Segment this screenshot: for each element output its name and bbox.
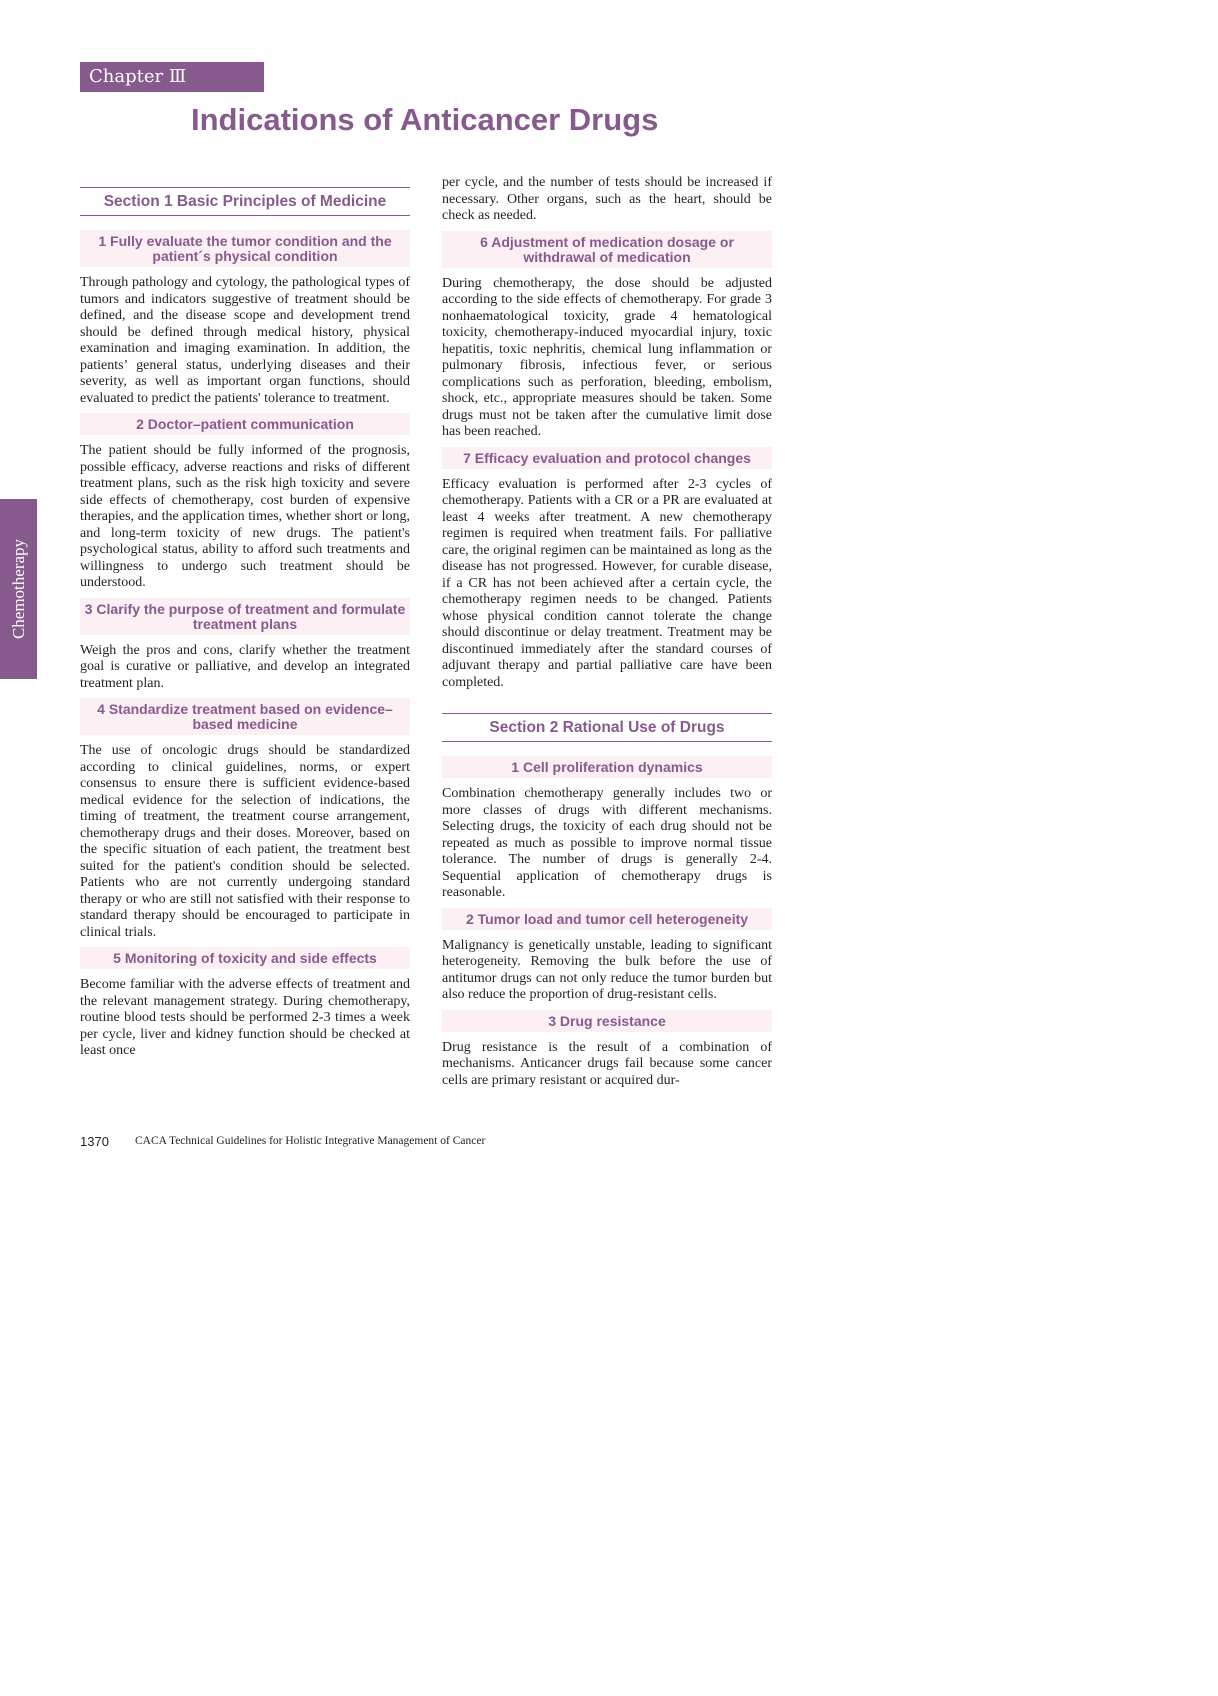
side-tab — [0, 499, 37, 679]
chapter-label: Chapter Ⅲ — [80, 62, 264, 92]
running-footer: CACA Technical Guidelines for Holistic Integrative Management of Cancer — [135, 1135, 486, 1147]
subsection-heading: 2 Doctor–patient communication — [80, 413, 410, 435]
paragraph: Combination chemotherapy generally includes two or more classes of drugs with different mechanisms. Selecting drugs, the toxicity of each drug should not be repeated as much as possible to improve normal tissue tolerance. The number of drugs is generally 2-4. Sequential application of chemotherapy drugs is reasonable. — [442, 786, 772, 900]
subsection-heading: 3 Drug resistance — [442, 1010, 772, 1032]
paragraph: Drug resistance is the result of a combination of mechanisms. Anticancer drugs fail because some cancer cells are primary resistant or acquired dur- — [442, 1039, 772, 1088]
subsection-heading: 3 Clarify the purpose of treatment and formulate treatment plans — [80, 598, 410, 635]
paragraph: During chemotherapy, the dose should be adjusted according to the side effects of chemotherapy. For grade 3 nonhaematological toxicity, grade 4 hematological toxicity, chemotherapy-induced myocardial injury, toxic hepatitis, toxic nephritis, chemical lung inflammation or pulmonary fibrosis, infectious fever, or serious complications such as perforation, bleeding, embolism, shock, etc., appropriate measures should be taken. Some drugs must not be taken after the cumulative limit dose has been reached. — [442, 275, 772, 439]
subsection-heading: 4 Standardize treatment based on evidence–based medicine — [80, 698, 410, 735]
page-title: Indications of Anticancer Drugs — [191, 102, 659, 137]
side-tab-label: Chemotherapy — [8, 538, 28, 640]
section-1-heading: Section 1 Basic Principles of Medicine — [80, 187, 410, 216]
subsection-heading: 6 Adjustment of medication dosage or withdrawal of medication — [442, 231, 772, 268]
section-2-heading: Section 2 Rational Use of Drugs — [442, 713, 772, 742]
paragraph: Become familiar with the adverse effects of treatment and the relevant management strategy. During chemotherapy, routine blood tests should be performed 2-3 times a week per cycle, liver and kidney function should be checked at least once — [80, 977, 410, 1058]
paragraph: The patient should be fully informed of the prognosis, possible efficacy, adverse reactions and risks of different treatment plans, such as the risk high toxicity and severe side effects of chemotherapy, cost burden of expensive therapies, and the application times, whether short or long, and long-term toxicity of new drugs. The patient's psychological status, ability to afford such treatments and willingness to undergo such treatment should be understood. — [80, 443, 410, 590]
paragraph: Weigh the pros and cons, clarify whether the treatment goal is curative or palliative, and develop an integrated treatment plan. — [80, 642, 410, 691]
left-column — [80, 166, 410, 1060]
paragraph: Through pathology and cytology, the pathological types of tumors and indicators suggestive of treatment should be defined, and the disease scope and development trend should be defined through medical history, physical examination and imaging examination. In addition, the patients’ general status, underlying diseases and their severity, as well as important organ functions, should evaluated to predict the patients' tolerance to treatment. — [80, 275, 410, 406]
right-column — [442, 175, 772, 1089]
page-number: 1370 — [80, 1134, 109, 1149]
subsection-heading: 7 Efficacy evaluation and protocol changes — [442, 447, 772, 469]
subsection-heading: 1 Fully evaluate the tumor condition and the patient´s physical condition — [80, 230, 410, 267]
paragraph: Efficacy evaluation is performed after 2-3 cycles of chemotherapy. Patients with a CR or a PR are evaluated at least 4 weeks after treatment. A new chemotherapy regimen is required when treatment fails. For palliative care, the original regimen can be maintained as long as the disease has not progressed. However, for curable disease, if a CR has not been achieved after a certain cycle, the chemotherapy regimen needs to be changed. Patients whose physical condition cannot tolerate the change should discontinue or delay treatment. Treatment may be discontinued immediately after the standard courses of adjuvant therapy and partial palliative care have been completed. — [442, 476, 772, 690]
subsection-heading: 2 Tumor load and tumor cell heterogeneity — [442, 908, 772, 930]
paragraph: The use of oncologic drugs should be standardized according to clinical guidelines, norms, or expert consensus to ensure there is sufficient evidence-based medical evidence for the selection of indications, the timing of treatment, the treatment course arrangement, chemotherapy drugs and their doses. Moreover, based on the specific situation of each patient, the treatment best suited for the patient's condition should be selected. Patients who are not currently undergoing standard therapy or who are still not satisfied with their response to standard therapy should be encouraged to participate in clinical trials. — [80, 743, 410, 940]
subsection-heading: 1 Cell proliferation dynamics — [442, 756, 772, 778]
subsection-heading: 5 Monitoring of toxicity and side effects — [80, 947, 410, 969]
continued-paragraph: per cycle, and the number of tests should be increased if necessary. Other organs, such as the heart, should be check as needed. — [442, 175, 772, 223]
paragraph: Malignancy is genetically unstable, leading to significant heterogeneity. Removing the bulk before the use of antitumor drugs can not only reduce the tumor burden but also reduce the proportion of drug-resistant cells. — [442, 937, 772, 1002]
